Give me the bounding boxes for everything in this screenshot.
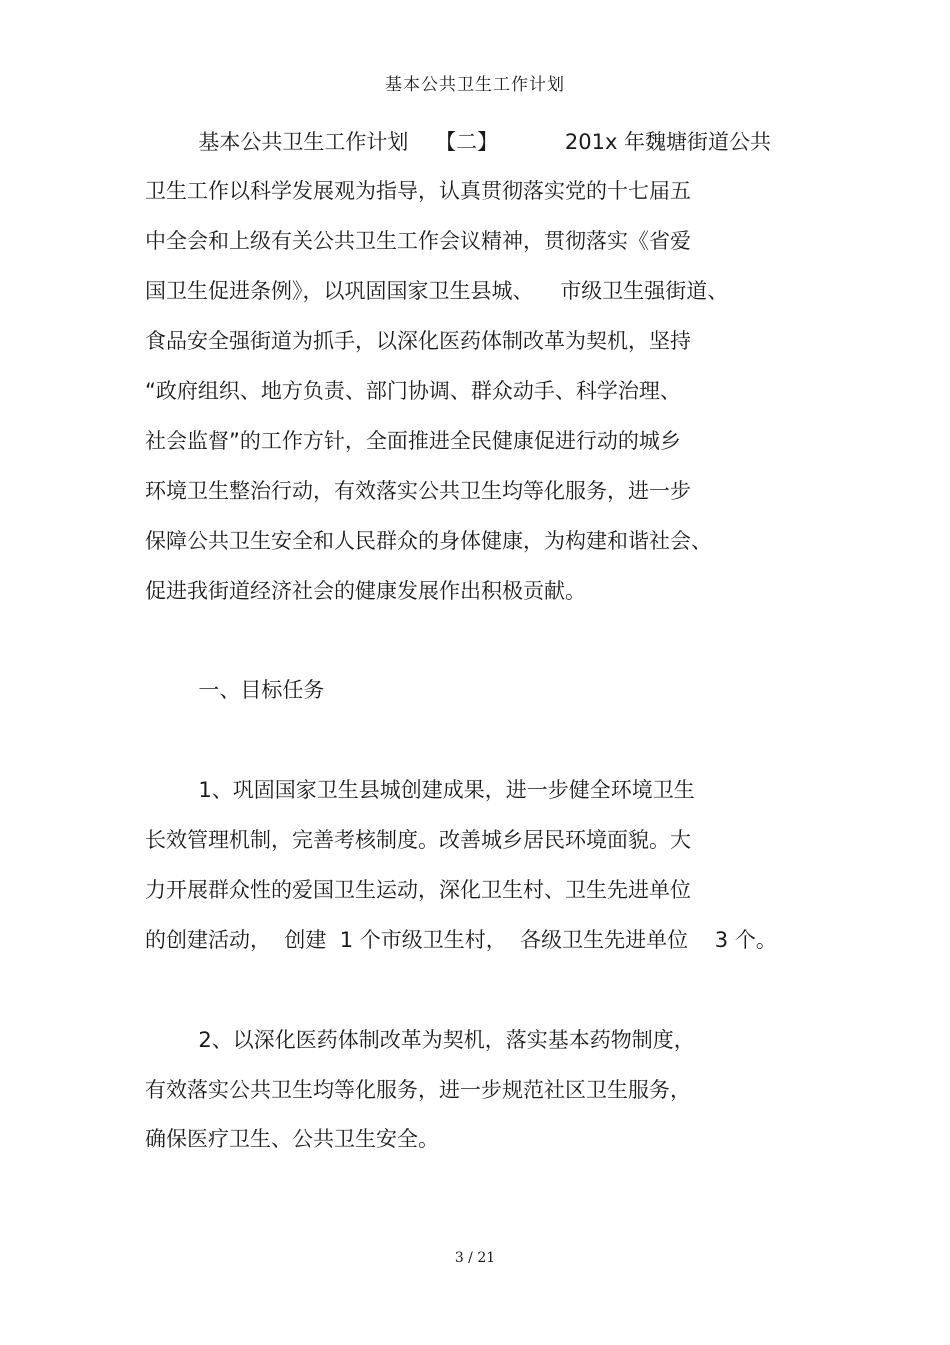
body-line: 长效管理机制，完善考核制度。改善城乡居民环境面貌。大 bbox=[145, 828, 691, 852]
body-line: 环境卫生整治行动，有效落实公共卫生均等化服务，进一步 bbox=[145, 479, 691, 503]
body-line: 确保医疗卫生、公共卫生安全。 bbox=[145, 1127, 439, 1151]
body-line: 有效落实公共卫生均等化服务，进一步规范社区卫生服务， bbox=[145, 1078, 691, 1102]
body-line: 社会监督”的工作方针，全面推进全民健康促进行动的城乡 bbox=[145, 429, 681, 453]
page-number: 3 / 21 bbox=[454, 1250, 496, 1266]
section-heading: 一、目标任务 bbox=[145, 678, 325, 702]
body-line: 国卫生促进条例》，以巩固国家卫生县城、 市级卫生强街道、 bbox=[145, 279, 729, 303]
body-line: 力开展群众性的爱国卫生运动，深化卫生村、卫生先进单位 bbox=[145, 878, 691, 902]
body-line: 的创建活动， 创建 1 个市级卫生村， 各级卫生先进单位 3 个。 bbox=[145, 928, 777, 952]
body-line: “政府组织、地方负责、部门协调、群众动手、科学治理、 bbox=[145, 379, 681, 403]
body-line: 保障公共卫生安全和人民群众的身体健康，为构建和谐社会、 bbox=[145, 529, 712, 553]
body-line: 1、巩固国家卫生县城创建成果，进一步健全环境卫生 bbox=[145, 778, 695, 802]
body-line: 2、以深化医药体制改革为契机，落实基本药物制度， bbox=[145, 1028, 695, 1052]
body-line: 促进我街道经济社会的健康发展作出积极贡献。 bbox=[145, 579, 586, 603]
body-line: 基本公共卫生工作计划 【二】 201x 年魏塘街道公共 bbox=[145, 130, 772, 154]
page-header-title: 基本公共卫生工作计划 bbox=[385, 75, 565, 95]
body-line: 中全会和上级有关公共卫生工作会议精神，贯彻落实《省爱 bbox=[145, 229, 691, 253]
body-line: 卫生工作以科学发展观为指导，认真贯彻落实党的十七届五 bbox=[145, 179, 691, 203]
body-line: 食品安全强街道为抓手，以深化医药体制改革为契机，坚持 bbox=[145, 329, 691, 353]
